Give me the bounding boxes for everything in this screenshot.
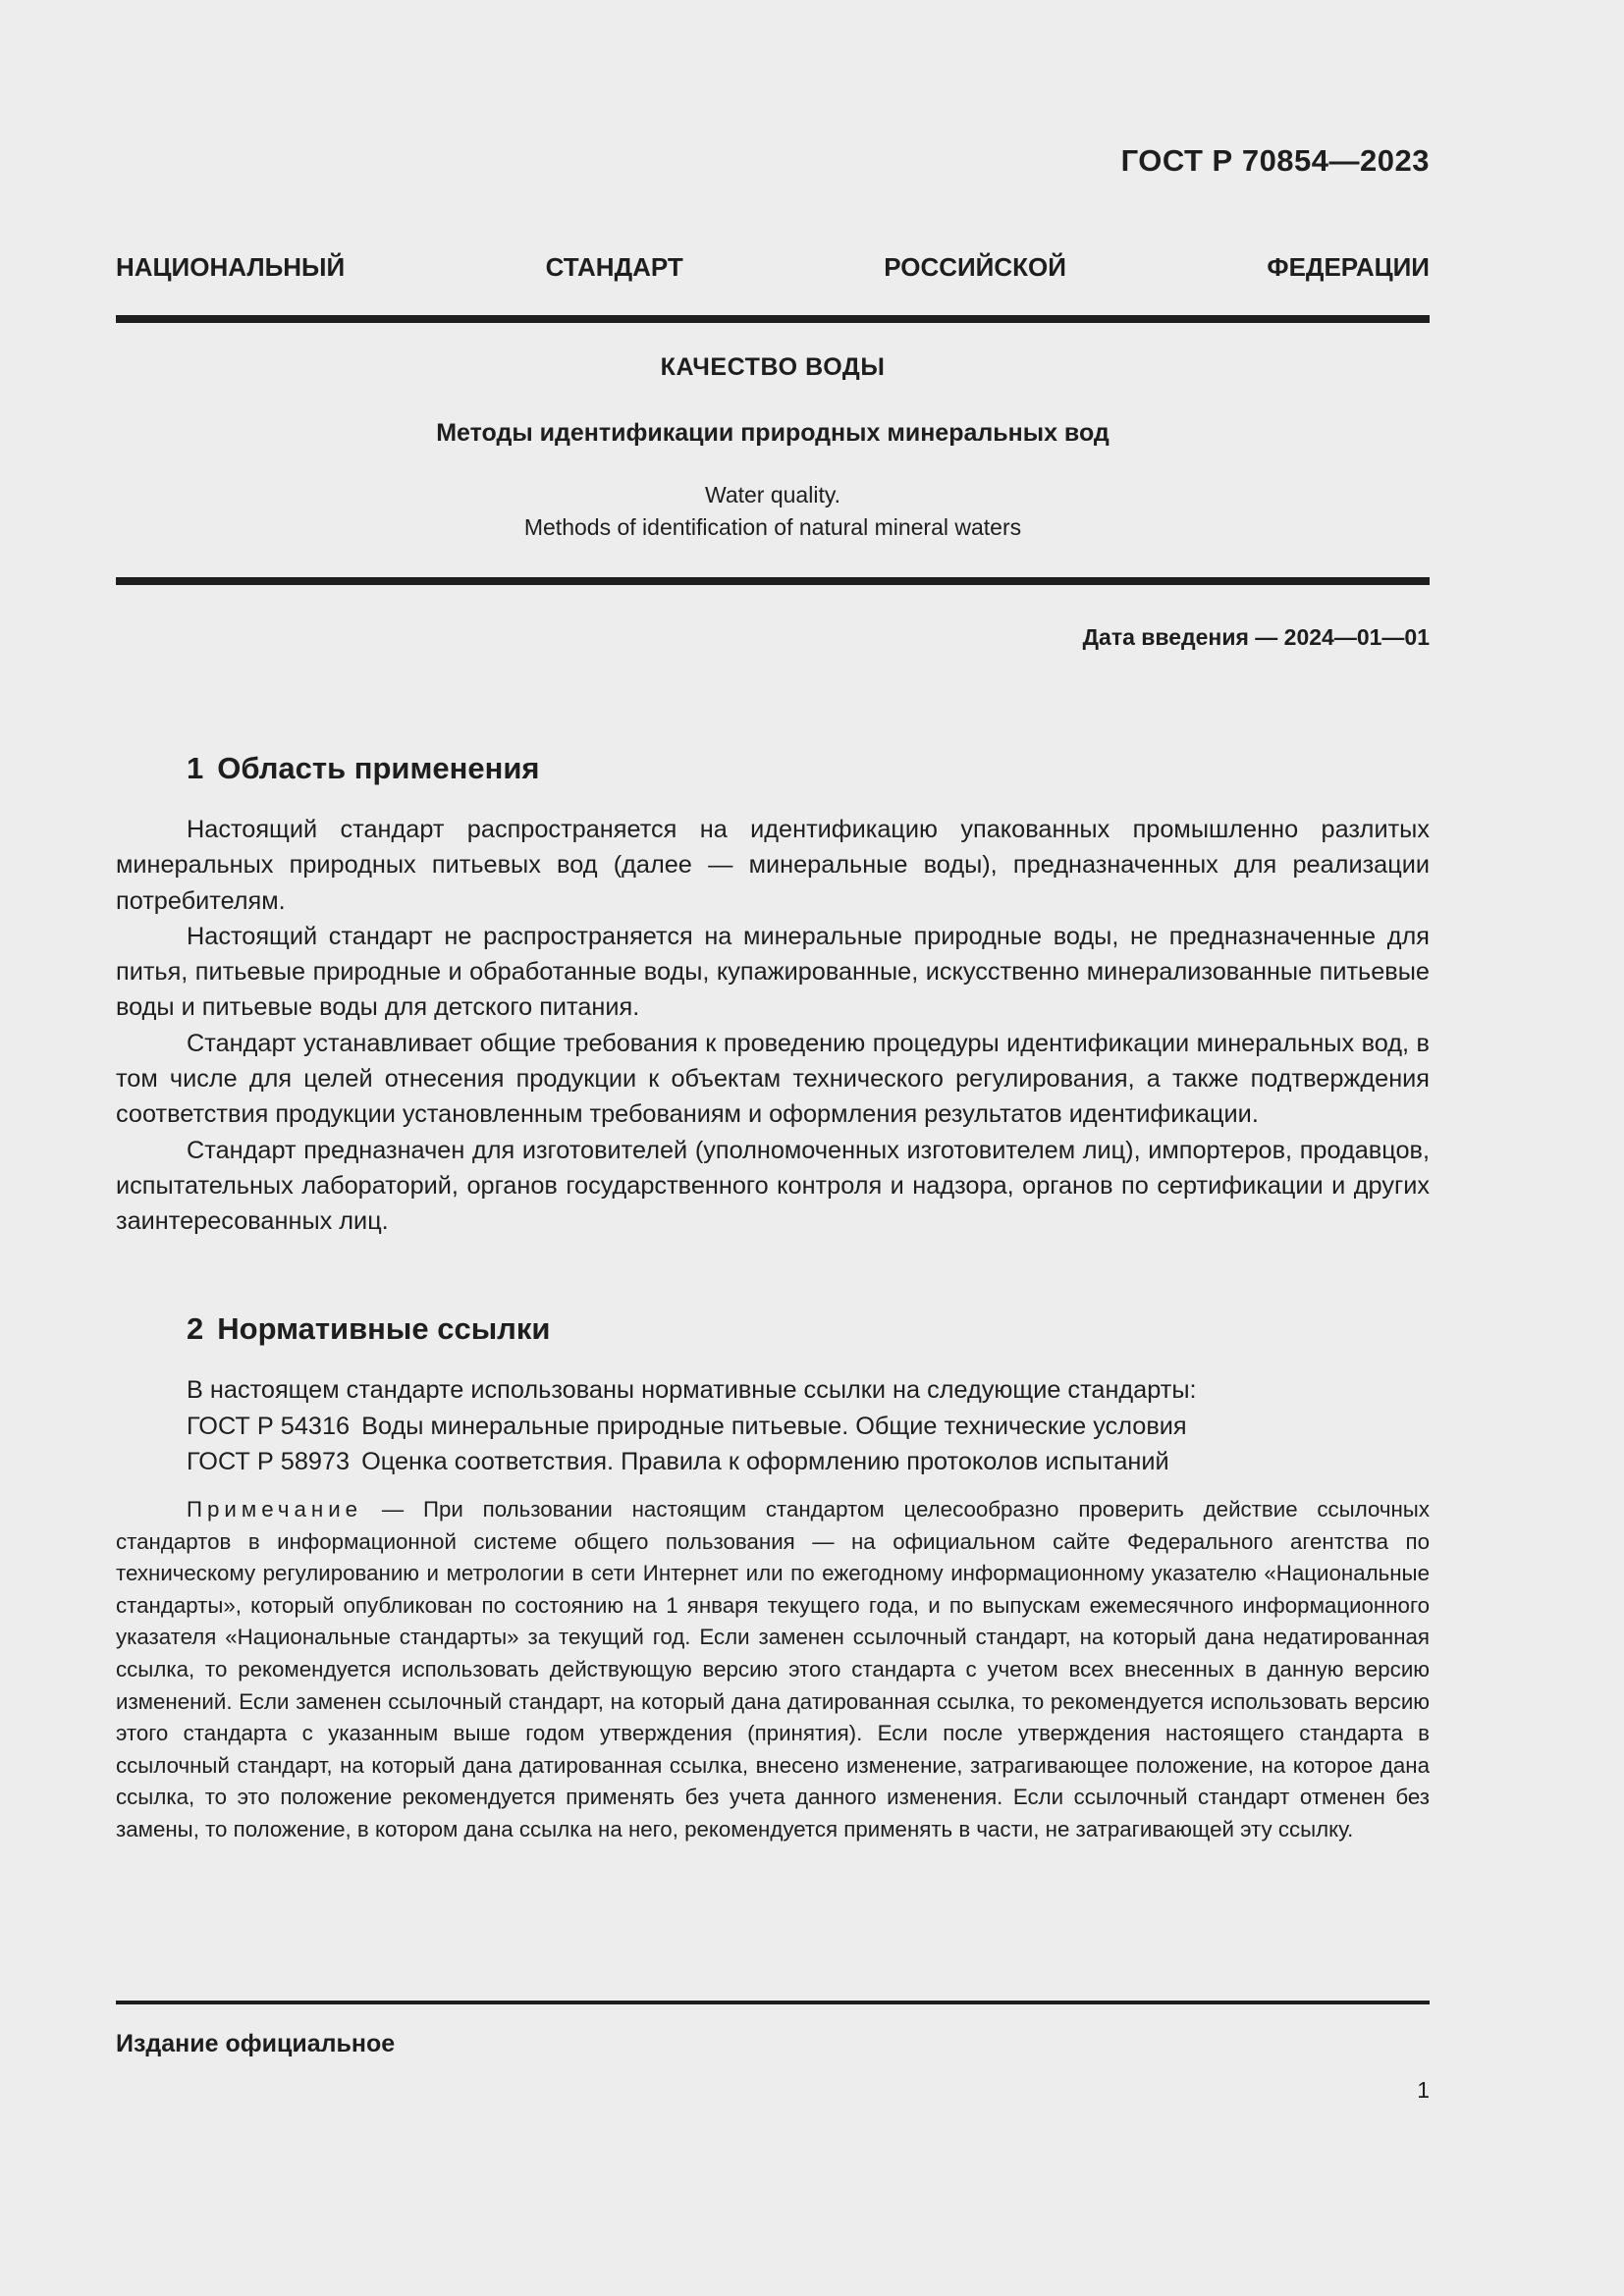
reference-title: Оценка соответствия. Правила к оформлению протоколов испытаний (361, 1448, 1169, 1475)
top-divider (116, 315, 1430, 323)
english-title-line-1: Water quality. (704, 482, 841, 507)
english-title-line-2: Methods of identification of natural mineral waters (523, 514, 1022, 540)
section-1-paragraph: Стандарт устанавливает общие требования к проведению процедуры идентификации минеральных вод, в том числе для целей отнесения продукции к объектам технического регулирования, а также подтверждения соответствия продукции установленным требованиям и оформления результатов идентификации. (116, 1029, 1430, 1129)
footer-divider (116, 2001, 1430, 2004)
reference-code: ГОСТ Р 58973 (187, 1448, 351, 1475)
english-title (116, 479, 1430, 544)
section-1-title: Область применения (217, 751, 540, 785)
national-standard-heading: НАЦИОНАЛЬНЫЙ СТАНДАРТ РОССИЙСКОЙ ФЕДЕРАЦИИ (116, 252, 1430, 282)
reference-item (187, 1409, 1430, 1445)
introduction-date: Дата введения — 2024—01—01 (1082, 624, 1430, 650)
standard-number: ГОСТ Р 70854—2023 (1120, 143, 1430, 178)
reference-title: Воды минеральные природные питьевые. Общие технические условия (361, 1412, 1187, 1440)
section-1-number: 1 (187, 751, 204, 785)
document-subtitle: Методы идентификации природных минеральных вод (436, 419, 1110, 447)
title-divider (116, 577, 1430, 585)
references-intro: В настоящем стандарте использованы нормативные ссылки на следующие стандарты: (187, 1376, 1197, 1404)
section-1-heading (187, 751, 540, 786)
section-1-paragraph: Стандарт предназначен для изготовителей (уполномоченных изготовителем лиц), импортеров, продавцов, испытательных лабораторий, органов государственного контроля и надзора, органов по сертификации и других заинтересованных лиц. (116, 1136, 1430, 1236)
references-list (187, 1372, 1430, 1480)
section-1-paragraph: Настоящий стандарт распространяется на идентификацию упакованных промышленно разлитых минеральных природных питьевых вод (далее — минеральные воды), предназначенных для реализации потребителям. (116, 816, 1430, 915)
note-text: — При пользовании настоящим стандартом целесообразно проверить действие ссылочных стандартов в информационной системе общего пользования — на официальном сайте Федерального агентства по техническому регулированию и метрологии в сети Интернет или по ежегодному информационному указателю «Национальные стандарты», который опубликован по состоянию на 1 января текущего года, и по выпускам ежемесячного информационного указателя «Национальные стандарты» за текущий год. Если заменен ссылочный стандарт, на который дана недатированная ссылка, то рекомендуется использовать действующую версию этого стандарта с учетом всех внесенных в данную версию изменений. Если заменен ссылочный стандарт, на который дана датированная ссылка, то рекомендуется использовать версию этого стандарта с указанным выше годом утверждения (принятия). Если после утверждения настоящего стандарта в ссылочный стандарт, на который дана датированная ссылка, внесено изменение, затрагивающее положение, на которое дана ссылка, то это положение рекомендуется применять без учета данного изменения. Если ссылочный стандарт отменен без замены, то положение, в котором дана ссылка на него, рекомендуется применять в части, не затрагивающей эту ссылку. (116, 1497, 1430, 1842)
page-number: 1 (1417, 2077, 1430, 2103)
reference-code: ГОСТ Р 54316 (187, 1412, 351, 1440)
document-page (116, 0, 1430, 2296)
section-1-body (116, 812, 1430, 1240)
section-2-heading (187, 1311, 550, 1347)
note (116, 1494, 1430, 1846)
note-label: Примечание (187, 1497, 363, 1522)
document-title: КАЧЕСТВО ВОДЫ (660, 353, 886, 381)
section-1-paragraph: Настоящий стандарт не распространяется на минеральные природные воды, не предназначенные для питья, питьевые природные и обработанные воды, купажированные, искусственно минерализованные питьевые воды и питьевые воды для детского питания. (116, 922, 1430, 1022)
section-2-title: Нормативные ссылки (217, 1311, 551, 1346)
section-2-number: 2 (187, 1311, 204, 1346)
official-edition-label: Издание официальное (116, 2030, 396, 2057)
reference-item (187, 1444, 1430, 1480)
